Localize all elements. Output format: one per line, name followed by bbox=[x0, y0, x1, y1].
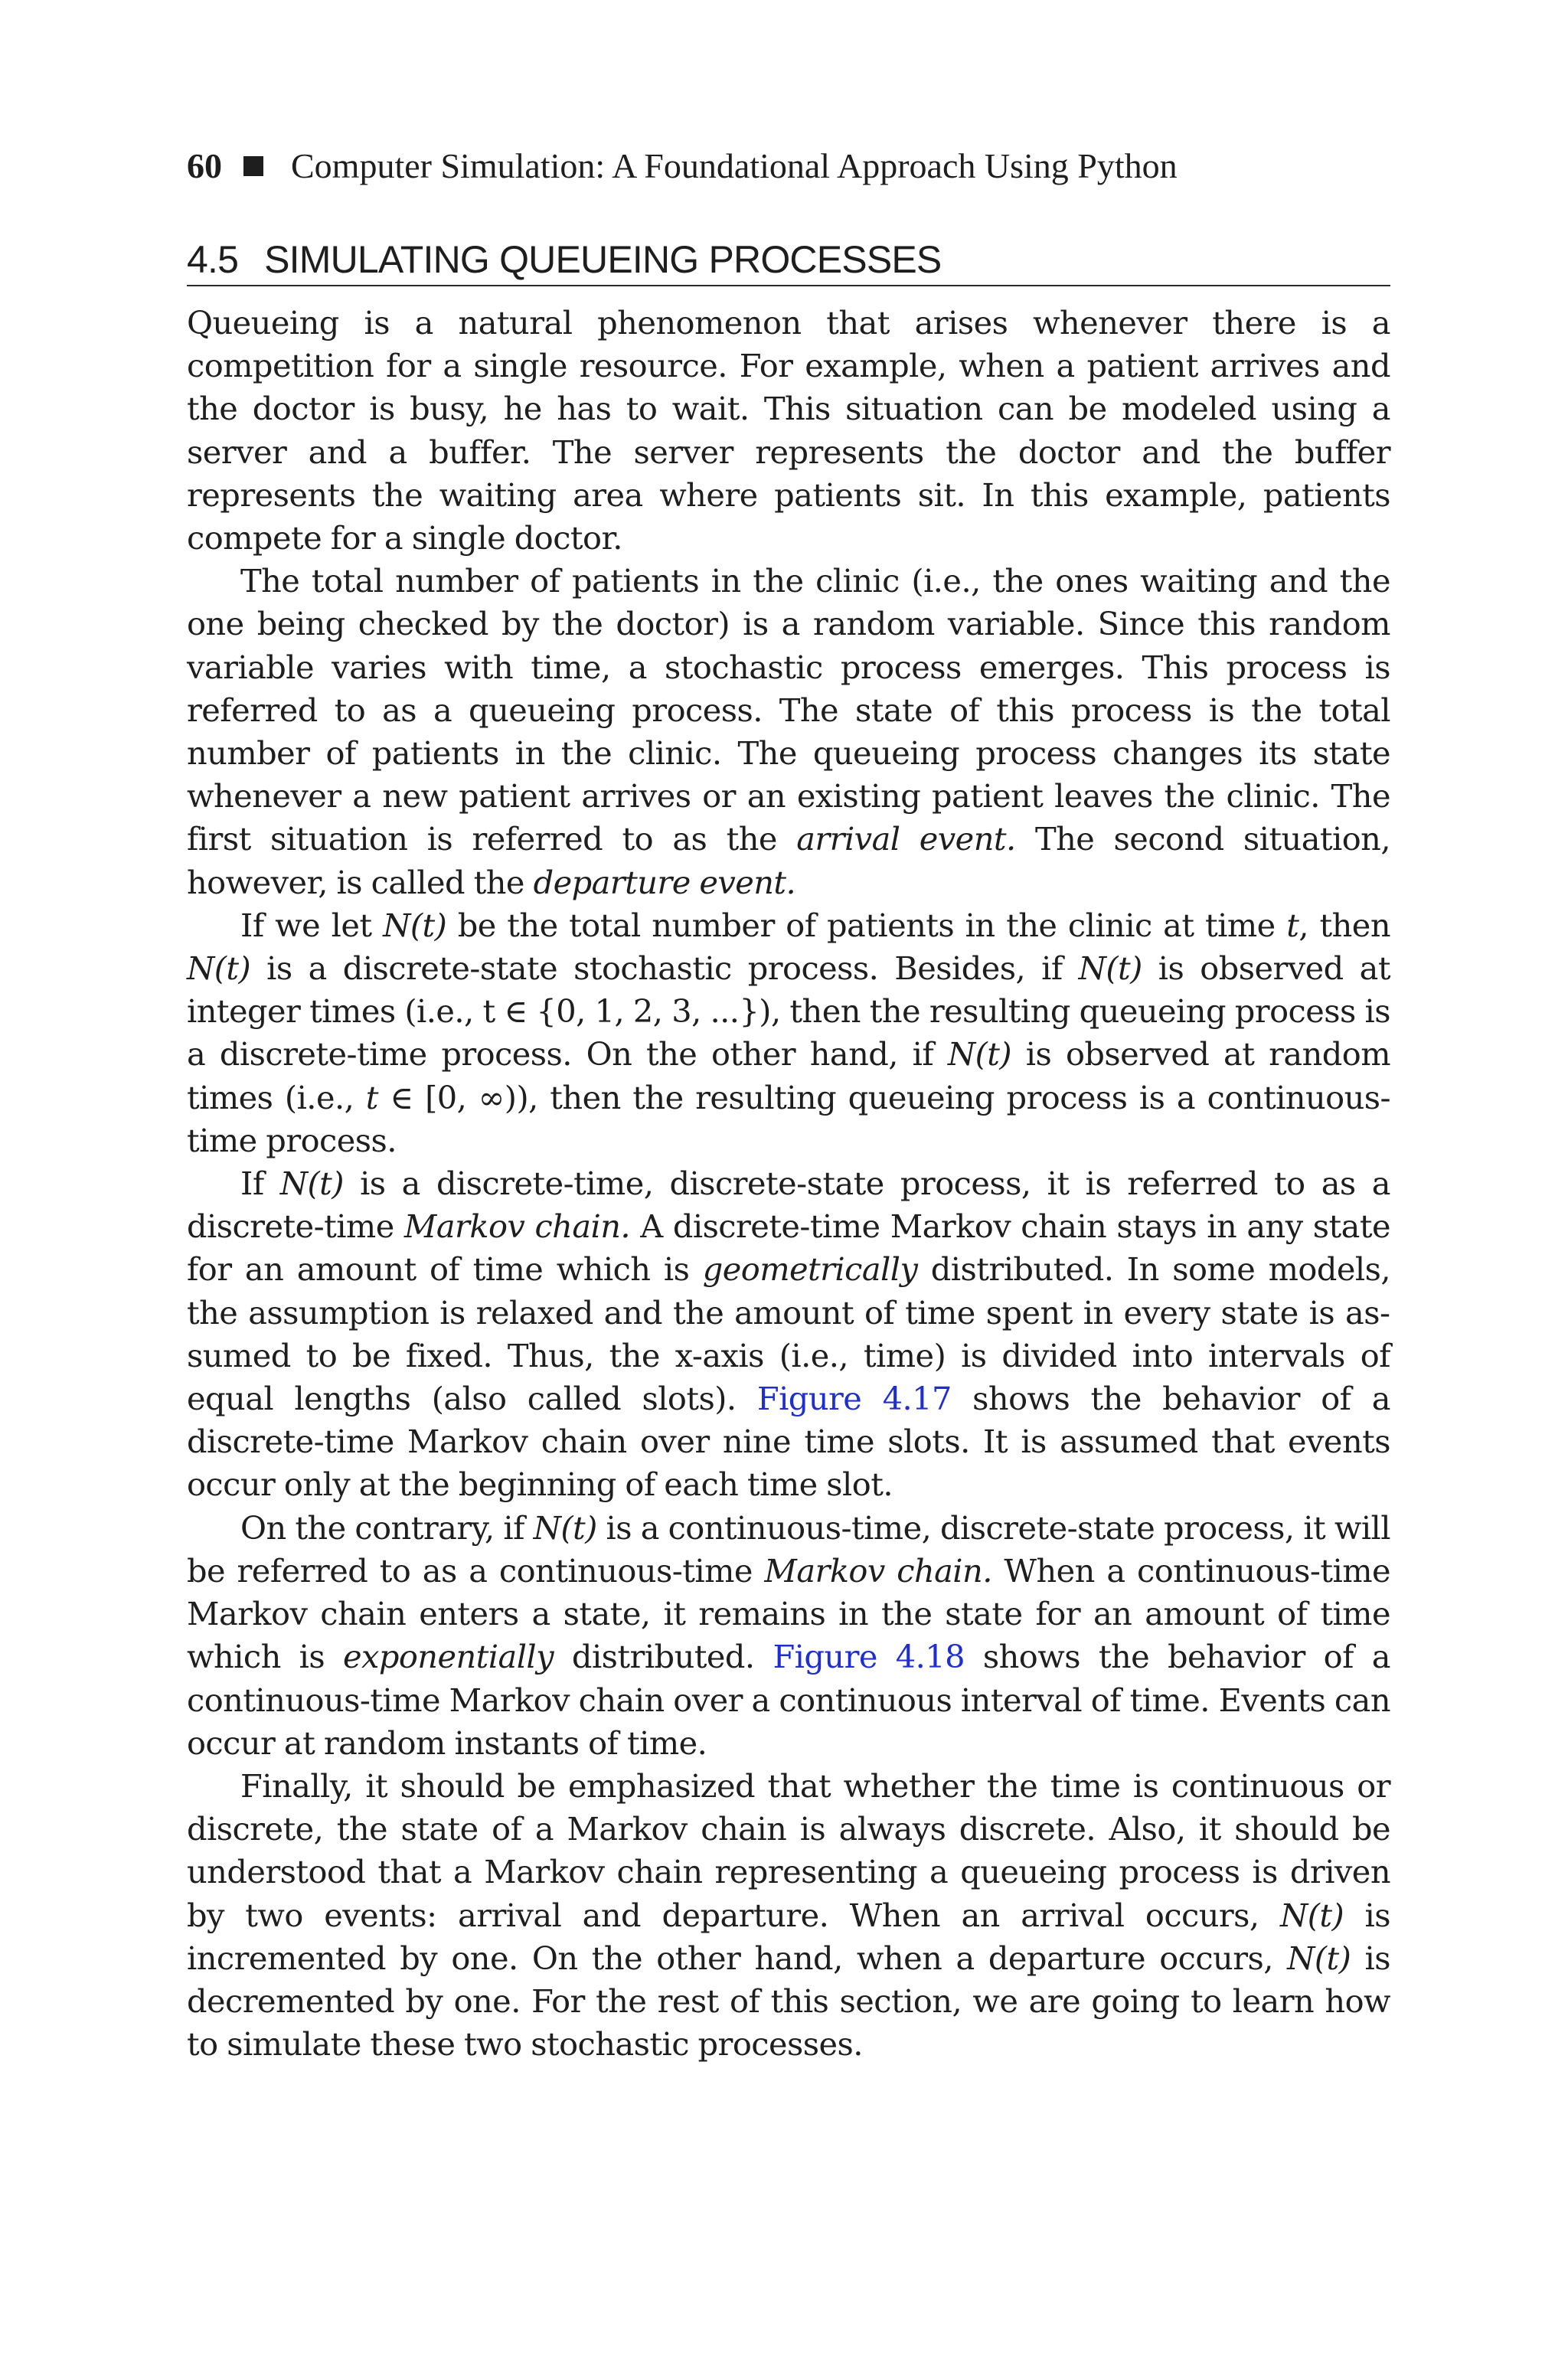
text: is a continuous-time, discrete-state process, it will be referred to as a continuous-time bbox=[187, 1508, 1390, 1590]
text: Queueing is a natural phenomenon that arises whenever there is a competition for a single resource. For example, when a patient arrives and the doctor is busy, he has to wait. This situation can be modeled using a server and a buffer. The server represents the doctor and the buffer represents the waiting area where patients sit. In this example, patients compete for a single doctor. bbox=[187, 304, 1390, 557]
text: is decremented by one. For the rest of this section, we are going to learn how to simulate these two stochastic processes. bbox=[187, 1939, 1390, 2063]
text: On the contrary, if bbox=[240, 1508, 534, 1547]
text: When a continuous-time Markov chain enters a state, it remains in the state for an amount of time which is bbox=[187, 1551, 1391, 1676]
term-exponentially: exponentially bbox=[342, 1638, 554, 1676]
text: be the total number of patients in the clinic at time bbox=[446, 906, 1287, 944]
text: , then bbox=[1298, 906, 1390, 944]
term-markov-chain: Markov chain. bbox=[403, 1207, 631, 1246]
section-number: 4.5 bbox=[187, 238, 239, 281]
math: t bbox=[1286, 906, 1299, 944]
text: The second situation, however, is called the bbox=[187, 820, 1390, 901]
body-text bbox=[187, 302, 1390, 2066]
paragraph-6 bbox=[187, 1765, 1390, 2066]
square-bullet-icon bbox=[243, 156, 263, 176]
running-head bbox=[187, 144, 1390, 188]
paragraph-4 bbox=[187, 1162, 1390, 1507]
math: N(t) bbox=[533, 1508, 597, 1547]
term-arrival-event: arrival event. bbox=[796, 820, 1016, 858]
math: N(t) bbox=[1287, 1939, 1351, 1977]
text: ∈ [0, ∞)), then the resulting queueing process is a continuous-time process. bbox=[187, 1078, 1390, 1159]
section-heading bbox=[187, 236, 1390, 286]
text: is a discrete-time, discrete-state process, it is referred to as a discrete-time bbox=[187, 1165, 1390, 1246]
math: N(t) bbox=[947, 1035, 1012, 1073]
text: Finally, it should be emphasized that whether the time is continuous or discrete, the state of a Markov chain is always discrete. Also, it should be understood that a Markov chain representing a queueing process is driven by two events: arrival and departure. When an arrival occurs, bbox=[187, 1766, 1390, 1934]
paragraph-3 bbox=[187, 904, 1390, 1162]
term-markov-chain: Markov chain. bbox=[764, 1551, 992, 1590]
figure-link-4-18[interactable]: Figure 4.18 bbox=[773, 1638, 965, 1676]
text: is observed at random times (i.e., bbox=[187, 1035, 1390, 1116]
paragraph-5 bbox=[187, 1507, 1390, 1765]
math: N(t) bbox=[1279, 1896, 1344, 1934]
figure-link-4-17[interactable]: Figure 4.17 bbox=[756, 1380, 952, 1418]
math: N(t) bbox=[279, 1165, 344, 1203]
paragraph-2 bbox=[187, 560, 1390, 904]
text: shows the behavior of a discrete-time Markov chain over nine time slots. It is assumed that events occur only at the beginning of each time slot. bbox=[187, 1380, 1390, 1504]
text: distributed. bbox=[554, 1638, 773, 1676]
text: is observed at integer times (i.e., t ∈ {0, 1, 2, 3, ...}), then the resulting queueing process is a discrete-time process. On the other hand, if bbox=[187, 949, 1390, 1073]
term-geometrically: geometrically bbox=[702, 1250, 918, 1289]
page-number: 60 bbox=[187, 146, 222, 185]
book-title: Computer Simulation: A Foundational Approach Using Python bbox=[291, 146, 1178, 185]
term-departure-event: departure event. bbox=[533, 863, 796, 901]
text: shows the behavior of a continuous-time Markov chain over a continuous interval of time. Events can occur at random instants of time. bbox=[187, 1638, 1390, 1762]
text: is a discrete-state stochastic process. Besides, if bbox=[250, 949, 1079, 988]
text: distributed. In some models, the assumption is relaxed and the amount of time spent in every state is assumed to be fixed. Thus, the x-axis (i.e., time) is divided into intervals of equal lengths (also called slots). bbox=[187, 1250, 1390, 1418]
text: The total number of patients in the clinic (i.e., the ones waiting and the one being checked by the doctor) is a random variable. Since this random variable varies with time, a stochastic process emerges. This process is referred to as a queueing process. The state of this process is the total number of patients in the clinic. The queueing process changes its state whenever a new patient arrives or an existing patient leaves the clinic. The first situation is referred to as the bbox=[187, 562, 1390, 858]
page-content bbox=[187, 144, 1390, 2066]
math: N(t) bbox=[383, 906, 447, 944]
paragraph-1 bbox=[187, 302, 1390, 560]
math: N(t) bbox=[187, 949, 251, 988]
text: If bbox=[240, 1165, 280, 1203]
text: is incremented by one. On the other hand, when a departure occurs, bbox=[187, 1896, 1390, 1977]
section-title: SIMULATING QUEUEING PROCESSES bbox=[264, 238, 942, 281]
math: N(t) bbox=[1078, 949, 1142, 988]
text: If we let bbox=[240, 906, 384, 944]
text: A discrete-time Markov chain stays in any state for an amount of time which is bbox=[187, 1207, 1390, 1289]
math: t bbox=[365, 1078, 378, 1116]
